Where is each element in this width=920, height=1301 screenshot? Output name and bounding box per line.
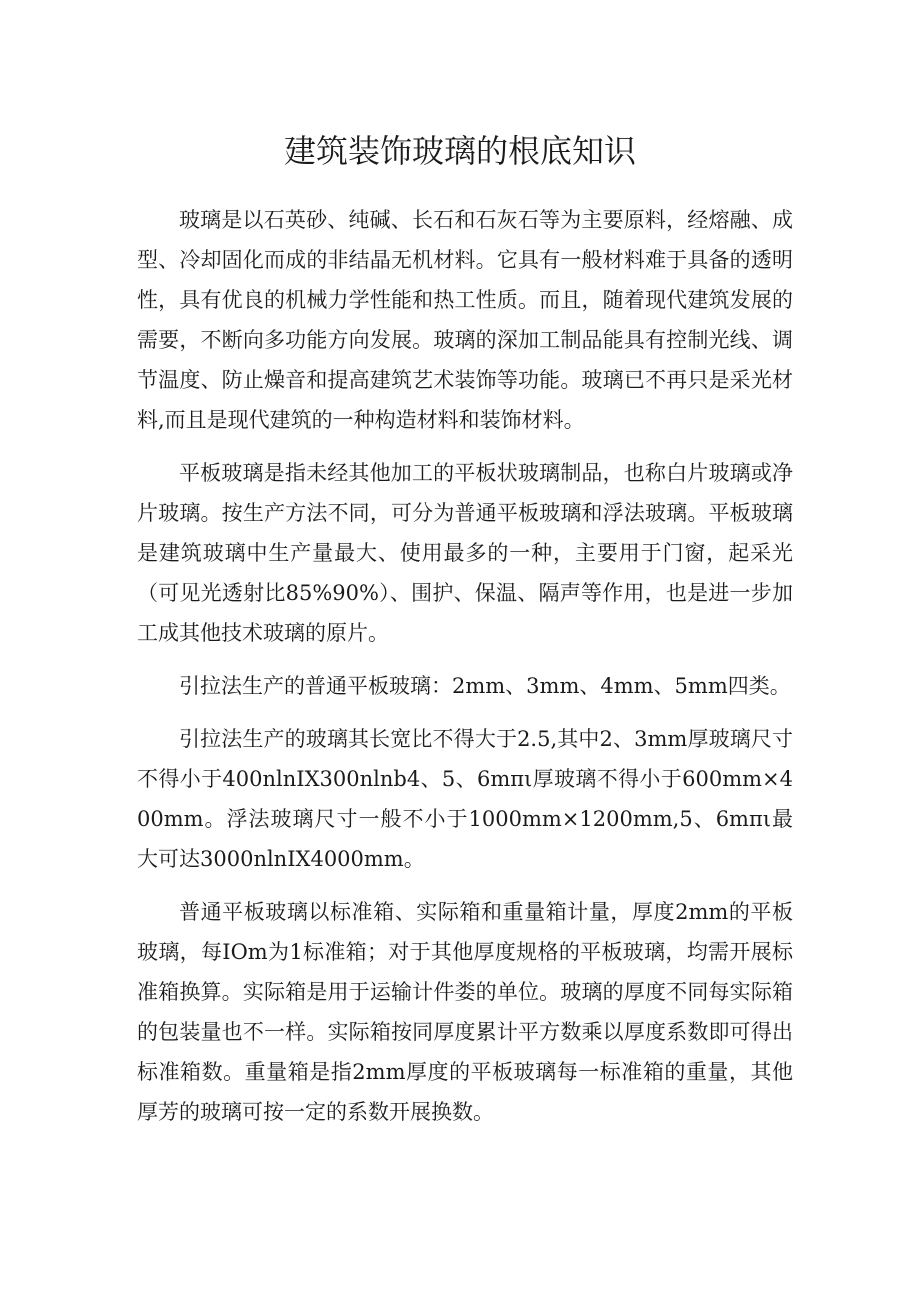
paragraph-flat-glass: 平板玻璃是指未经其他加工的平板状玻璃制品，也称白片玻璃或净片玻璃。按生产方法不同，可分为普通平板玻璃和浮法玻璃。平板玻璃是建筑玻璃中生产量最大、使用最多的一种，主要用于门窗，起采光（可见光透射比85%90%）、围护、保温、隔声等作用，也是进一步加工成其他技术玻璃的原片。 (137, 461, 793, 645)
paragraph-drawn-glass-size: 引拉法生产的玻璃其长宽比不得大于2.5,其中2、3mm厚玻璃尺寸不得小于400nlnIX300nlnb4、5、6mπι厚玻璃不得小于600mm×400mm。浮法玻璃尺寸一般不小于1000mm×1200mm,5、6mπι最大可达3000nlnIX4000mm。 (137, 727, 793, 871)
paragraph-glass-definition: 玻璃是以石英砂、纯碱、长石和石灰石等为主要原料，经熔融、成型、冷却固化而成的非结晶无机材料。它具有一般材料难于具备的透明性，具有优良的机械力学性能和热工性质。而且，随着现代建筑发展的需要，不断向多功能方向发展。玻璃的深加工制品能具有控制光线、调节温度、防止燥音和提高建筑艺术装饰等功能。玻璃已不再只是采光材料,而且是现代建筑的一种构造材料和装饰材料。 (137, 208, 793, 432)
document-body (137, 200, 793, 1145)
paragraph-drawn-glass-thickness: 引拉法生产的普通平板玻璃：2mm、3mm、4mm、5mm四类。 (179, 674, 791, 698)
paragraph-standard-box: 普通平板玻璃以标准箱、实际箱和重量箱计量，厚度2mm的平板玻璃，每IOm为1标准箱；对于其他厚度规格的平板玻璃，均需开展标准箱换算。实际箱是用于运输计件娄的单位。玻璃的厚度不同每实际箱的包装量也不一样。实际箱按同厚度累计平方数乘以厚度系数即可得出标准箱数。重量箱是指2mm厚度的平板玻璃每一标准箱的重量，其他厚芳的玻璃可按一定的系数开展换数。 (137, 900, 793, 1124)
document-title: 建筑装饰玻璃的根底知识 (283, 132, 636, 170)
